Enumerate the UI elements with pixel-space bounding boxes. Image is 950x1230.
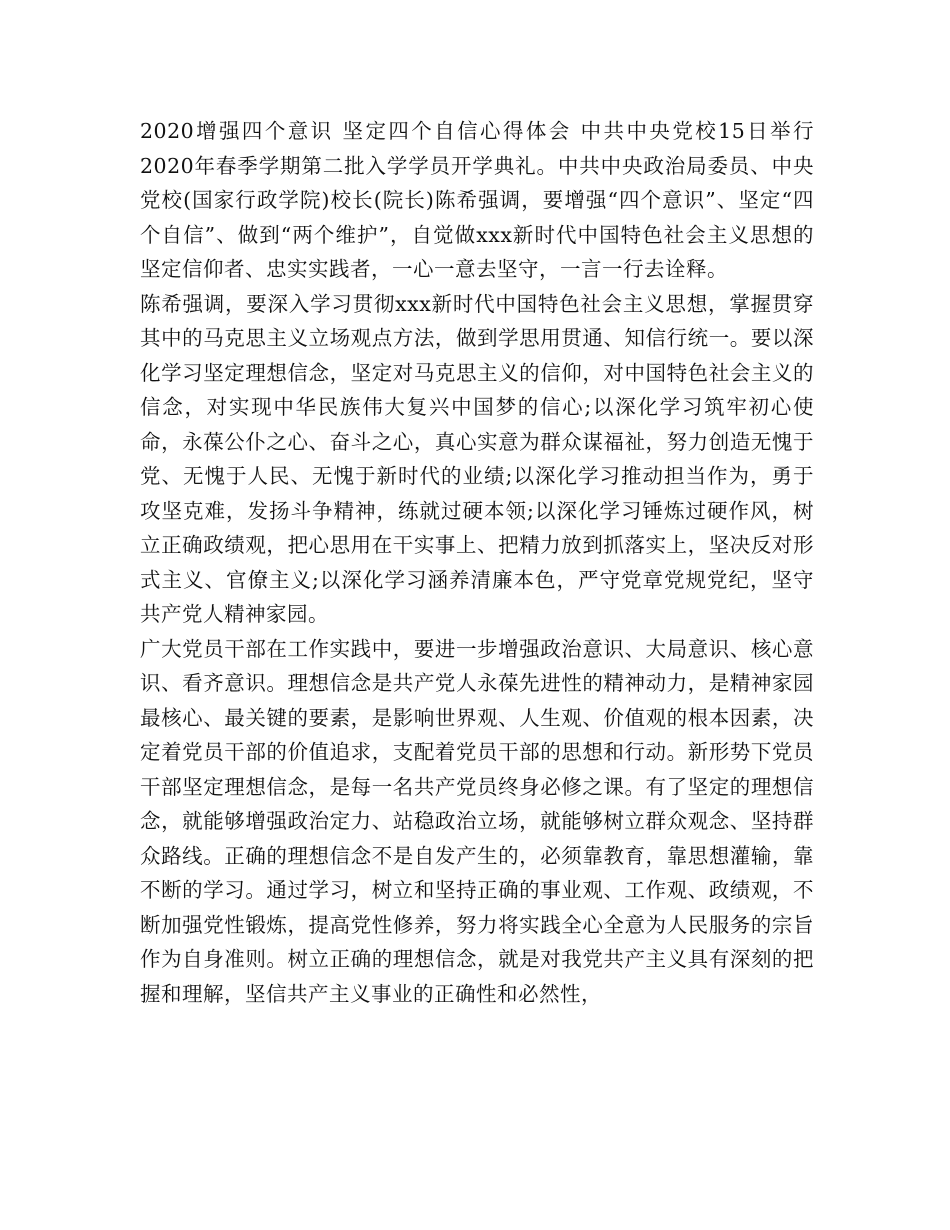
paragraph-2: 陈希强调，要深入学习贯彻xxx新时代中国特色社会主义思想，掌握贯穿其中的马克思主义立场观点方法，做到学思用贯通、知信行统一。要以深化学习坚定理想信念，坚定对马克思主义的信仰，对中国特色社会主义的信念，对实现中华民族伟大复兴中国梦的信心;以深化学习筑牢初心使命，永葆公仆之心、奋斗之心，真心实意为群众谋福祉，努力创造无愧于党、无愧于人民、无愧于新时代的业绩;以深化学习推动担当作为，勇于攻坚克难，发扬斗争精神，练就过硬本领;以深化学习锤炼过硬作风，树立正确政绩观，把心思用在干实事上、把精力放到抓落实上，坚决反对形式主义、官僚主义;以深化学习涵养清廉本色，严守党章党规党纪，坚守共产党人精神家园。: [140, 291, 814, 626]
paragraph-1: 2020增强四个意识 坚定四个自信心得体会 中共中央党校15日举行2020年春季学期第二批入学学员开学典礼。中共中央政治局委员、中央党校(国家行政学院)校长(院长)陈希强调，要增强“四个意识”、坚定“四个自信”、做到“两个维护”，自觉做xxx新时代中国特色社会主义思想的坚定信仰者、忠实实践者，一心一意去坚守，一言一行去诠释。: [140, 119, 814, 281]
document-body: [140, 114, 814, 1011]
paragraph-3: 广大党员干部在工作实践中，要进一步增强政治意识、大局意识、核心意识、看齐意识。理想信念是共产党人永葆先进性的精神动力，是精神家园最核心、最关键的要素，是影响世界观、人生观、价值观的根本因素，决定着党员干部的价值追求，支配着党员干部的思想和行动。新形势下党员干部坚定理想信念，是每一名共产党员终身必修之课。有了坚定的理想信念，就能够增强政治定力、站稳政治立场，就能够树立群众观念、坚持群众路线。正确的理想信念不是自发产生的，必须靠教育，靠思想灌输，靠不断的学习。通过学习，树立和坚持正确的事业观、工作观、政绩观，不断加强党性锻炼，提高党性修养，努力将实践全心全意为人民服务的宗旨作为自身准则。树立正确的理想信念，就是对我党共产主义具有深刻的把握和理解，坚信共产主义事业的正确性和必然性，: [140, 636, 814, 1006]
